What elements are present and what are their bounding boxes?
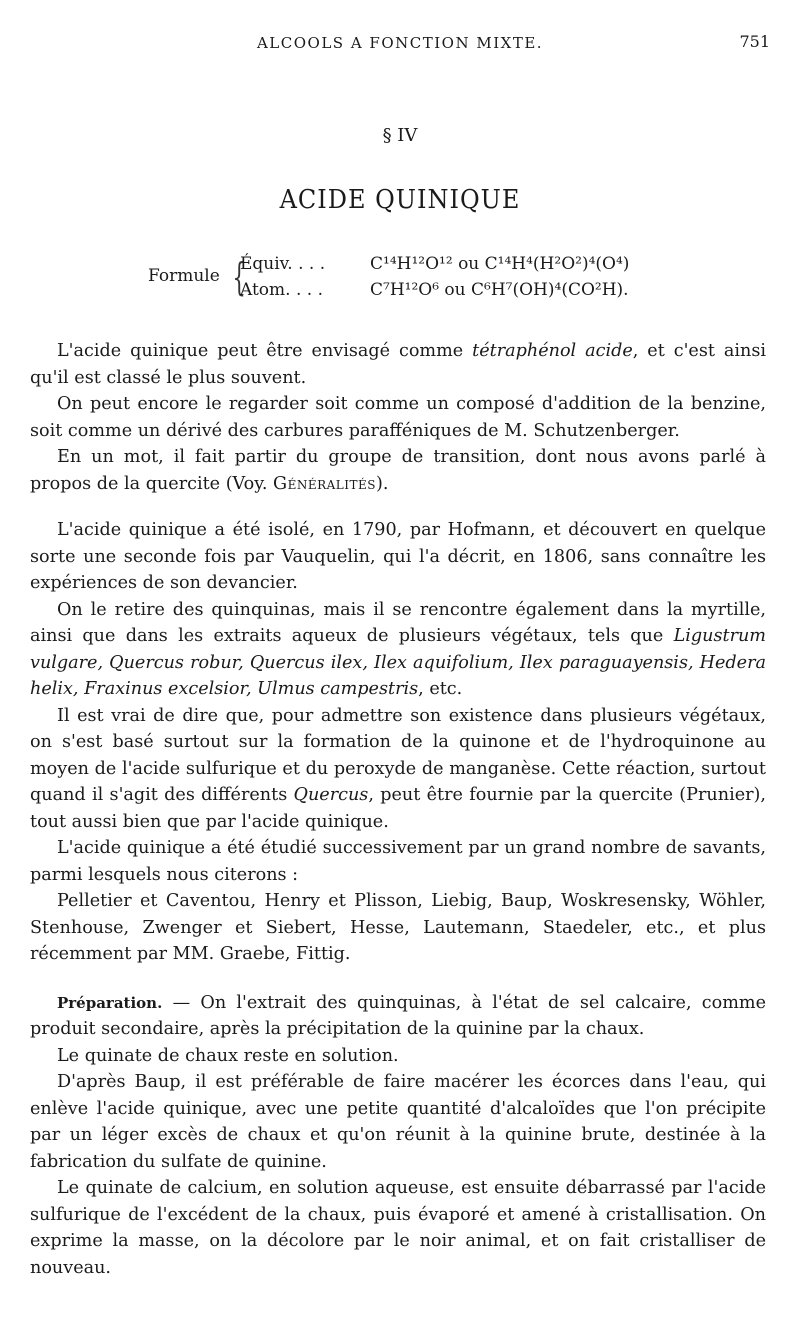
formula-equiv-row: [240, 254, 629, 274]
text-run: Il est vrai de dire que, pour admettre son existence dans plusieurs végétaux, on s'est basé surtout sur la formation de la quinone et de l'hydroquinone au moyen de l'acide sulfurique et du peroxyde de manganèse. Cette réaction, surtout quand il s'agit des différents: [30, 705, 766, 805]
text-run: En un mot, il fait partir du groupe de transition, dont nous avons parlé à propos de la quercite (Voy.: [30, 447, 766, 494]
chapter-title: ACIDE QUINIQUE: [279, 183, 521, 215]
formula-atom-value: C⁷H¹²O⁶ ou C⁶H⁷(OH)⁴(CO²H).: [370, 280, 629, 300]
paragraph: Le quinate de chaux reste en solution.: [57, 1045, 399, 1066]
paragraph: L'acide quinique a été isolé, en 1790, par Hofmann, et découvert en quelque sorte une seconde fois par Vauquelin, qui l'a décrit, en 1806, sans connaître les expériences de son devancier.: [30, 520, 766, 593]
formula-equiv-value: C¹⁴H¹²O¹² ou C¹⁴H⁴(H²O²)⁴(O⁴): [370, 254, 630, 274]
italic-term: Quercus: [293, 785, 369, 805]
formula-atom-label: Atom. . . .: [240, 280, 323, 300]
italic-term: tétraphénol acide: [472, 341, 633, 361]
italic-species-list: Ligustrum vulgare, Quercus robur, Quercus ilex, Ilex aquifolium, Ilex paraguayensis, Hedera helix, Fraxinus excelsior, Ulmus campestris: [30, 626, 766, 699]
paragraph: Le quinate de calcium, en solution aqueuse, est ensuite débarrassé par l'acide sulfurique de l'excédent de la chaux, puis évaporé et amené à cristallisation. On exprime la masse, on la décolore par le noir animal, et on fait cristalliser de nouveau.: [30, 1178, 766, 1278]
running-header: [0, 30, 800, 58]
paragraph: [30, 990, 766, 1043]
body-text: [30, 338, 766, 1281]
paragraph: [30, 703, 766, 836]
formula-atom-row: [240, 280, 629, 300]
formula-block: [140, 254, 740, 308]
paragraph: D'après Baup, il est préférable de faire macérer les écorces dans l'eau, qui enlève l'acide quinique, avec une petite quantité d'alcaloïdes que l'on précipite par un léger excès de chaux et qu'on réunit à la quinine brute, destinée à la fabrication du sulfate de quinine.: [30, 1072, 766, 1172]
text-run: , peut être fournie par la quercite (Prunier), tout aussi bien que par l'acide quinique.: [30, 785, 766, 832]
text-run: , etc.: [418, 679, 463, 699]
paragraph: [30, 338, 766, 391]
paragraph: [30, 444, 766, 497]
text-run: L'acide quinique peut être envisagé comme: [57, 341, 473, 361]
page-number: 751: [739, 32, 770, 51]
text-run: On le retire des quinquinas, mais il se rencontre également dans la myrtille, ainsi que dans les extraits aqueux de plusieurs végétaux, tels que: [30, 599, 766, 646]
paragraph: L'acide quinique a été étudié successivement par un grand nombre de savants, parmi lesquels nous citerons :: [30, 838, 766, 885]
section-run-in-heading: Préparation.: [57, 993, 163, 1012]
brace-icon: {: [232, 255, 246, 299]
formula-equiv-label: Équiv. . . .: [240, 254, 326, 274]
text-run: , et c'est ainsi qu'il est classé le plus souvent.: [30, 341, 766, 388]
paragraph: [30, 597, 766, 703]
paragraph: Pelletier et Caventou, Henry et Plisson, Liebig, Baup, Woskresensky, Wöhler, Stenhouse, Zwenger et Siebert, Hesse, Lautemann, Staedeler, etc., et plus récemment par MM. Graebe, Fittig.: [30, 891, 766, 964]
text-run: — On l'extrait des quinquinas, à l'état de sel calcaire, comme produit secondaire, après la précipitation de la quinine par la chaux.: [30, 992, 766, 1039]
paragraph: On peut encore le regarder soit comme un composé d'addition de la benzine, soit comme un dérivé des carbures parafféniques de M. Schutzenberger.: [30, 394, 766, 441]
section-number: § IV: [382, 125, 418, 146]
running-title: ALCOOLS A FONCTION MIXTE.: [256, 34, 544, 52]
text-run: ).: [376, 473, 389, 494]
formula-label: Formule: [148, 266, 220, 286]
small-caps-reference: Généralités: [273, 473, 376, 494]
